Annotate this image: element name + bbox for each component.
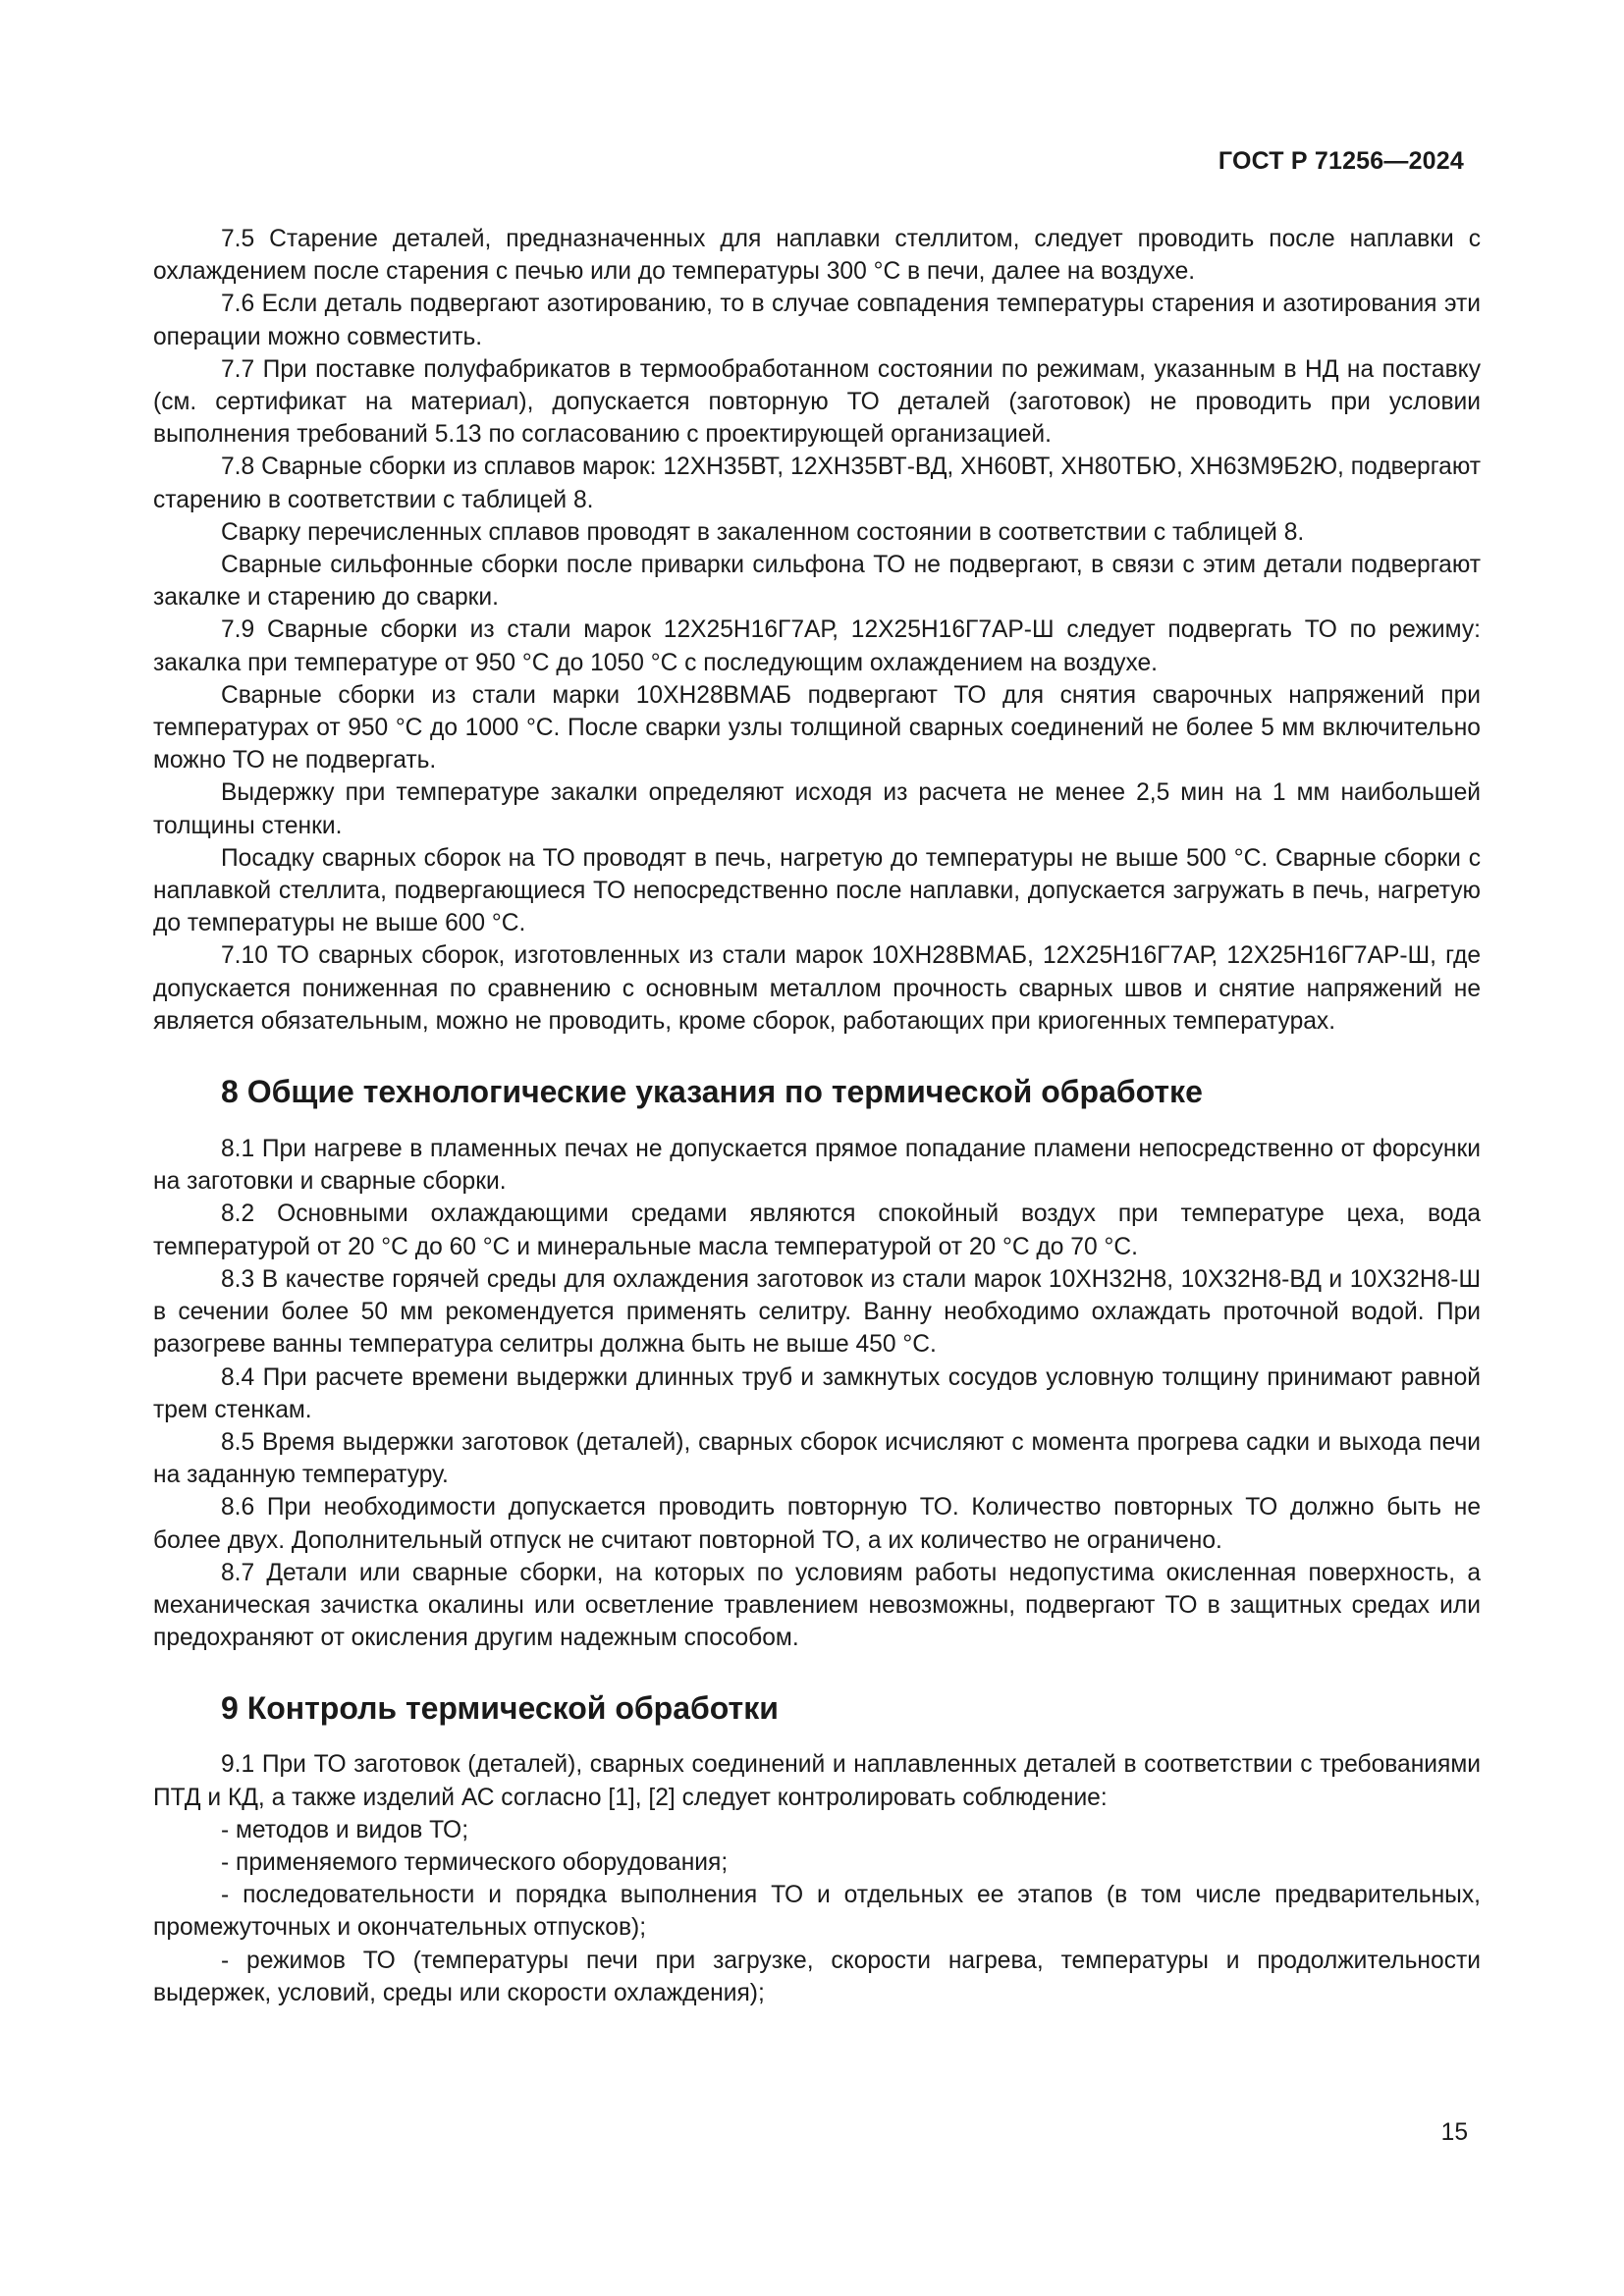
paragraph-8-6: 8.6 При необходимости допускается проводить повторную ТО. Количество повторных ТО должно быть не более двух. Дополнительный отпуск не считают повторной ТО, а их количество не ограничено. xyxy=(153,1494,1481,1554)
paragraph-7-10: 7.10 ТО сварных сборок, изготовленных из стали марок 10ХН28ВМАБ, 12Х25Н16Г7АР, 12Х25Н16Г7АР-Ш, где допускается пониженная по сравнению с основным металлом прочность сварных швов и снятие напряжений не является обязательным, можно не проводить, кроме сборок, работающих при криогенных температурах. xyxy=(153,942,1481,1035)
paragraph-8-3: 8.3 В качестве горячей среды для охлаждения заготовок из стали марок 10ХН32Н8, 10Х32Н8-ВД и 10Х32Н8-Ш в сечении более 50 мм рекомендуется применять селитру. Ванну необходимо охлаждать проточной водой. При разогреве ванны температура селитры должна быть не выше 450 °С. xyxy=(153,1265,1481,1359)
paragraph-7-5: 7.5 Старение деталей, предназначенных для наплавки стеллитом, следует проводить после наплавки с охлаждением после старения с печью или до температуры 300 °С в печи, далее на воздухе. xyxy=(153,226,1481,286)
section-9-heading: 9 Контроль термической обработки xyxy=(221,1690,779,1727)
paragraph-7-6: 7.6 Если деталь подвергают азотированию, то в случае совпадения температуры старения и азотирования эти операции можно совместить. xyxy=(153,291,1481,350)
list-item-modes: - режимов ТО (температуры печи при загрузке, скорости нагрева, температуры и продолжительности выдержек, условий, среды или скорости охлаждения); xyxy=(153,1947,1481,2006)
paragraph-7-8-welding: Сварку перечисленных сплавов проводят в закаленном состоянии в соответствии с таблицей 8. xyxy=(221,518,1305,546)
paragraph-8-5: 8.5 Время выдержки заготовок (деталей), сварных сборок исчисляют с момента прогрева садки и выхода печи на заданную температуру. xyxy=(153,1428,1481,1489)
paragraph-8-1: 8.1 При нагреве в пламенных печах не допускается прямое попадание пламени непосредственно от форсунки на заготовки и сварные сборки. xyxy=(153,1136,1481,1196)
page-content xyxy=(153,223,1481,2009)
paragraph-8-7: 8.7 Детали или сварные сборки, на которых по условиям работы недопустима окисленная поверхность, а механическая зачистка окалины или осветление травлением невозможны, подвергают ТО в защитных средах или предохраняют от окисления другим надежным способом. xyxy=(153,1559,1481,1652)
paragraph-8-2: 8.2 Основными охлаждающими средами являются спокойный воздух при температуре цеха, вода температурой от 20 °С до 60 °С и минеральные масла температурой от 20 °С до 70 °С. xyxy=(153,1201,1481,1260)
paragraph-9-1: 9.1 При ТО заготовок (деталей), сварных соединений и наплавленных деталей в соответствии с требованиями ПТД и КД, а также изделий АС согласно [1], [2] следует контролировать соблюдение: xyxy=(153,1751,1481,1811)
list-item-methods: - методов и видов ТО; xyxy=(221,1816,469,1843)
paragraph-7-9-holding: Выдержку при температуре закалки определяют исходя из расчета не менее 2,5 мин на 1 мм наибольшей толщины стенки. xyxy=(153,779,1481,839)
paragraph-8-4: 8.4 При расчете времени выдержки длинных труб и замкнутых сосудов условную толщину принимают равной трем стенкам. xyxy=(153,1363,1481,1423)
paragraph-7-8: 7.8 Сварные сборки из сплавов марок: 12ХН35ВТ, 12ХН35ВТ-ВД, ХН60ВТ, ХН80ТБЮ, ХН63М9Б2Ю, подвергают старению в соответствии с таблицей 8. xyxy=(153,454,1481,513)
paragraph-7-7: 7.7 При поставке полуфабрикатов в термообработанном состоянии по режимам, указанным в НД на поставку (см. сертификат на материал), допускается повторную ТО деталей (заготовок) не проводить при условии выполнения требований 5.13 по согласованию с проектирующей организацией. xyxy=(153,355,1481,449)
paragraph-7-9-stress-relief: Сварные сборки из стали марки 10ХН28ВМАБ подвергают ТО для снятия сварочных напряжений при температурах от 950 °С до 1000 °С. После сварки узлы толщиной сварных соединений не более 5 мм включительно можно ТО не подвергать. xyxy=(153,681,1481,774)
document-header: ГОСТ Р 71256—2024 xyxy=(1218,147,1464,175)
section-8-heading: 8 Общие технологические указания по термической обработке xyxy=(221,1074,1203,1110)
paragraph-7-8-bellows: Сварные сильфонные сборки после приварки сильфона ТО не подвергают, в связи с этим детали подвергают закалке и старению до сварки. xyxy=(153,552,1481,612)
paragraph-7-9: 7.9 Сварные сборки из стали марок 12Х25Н16Г7АР, 12Х25Н16Г7АР-Ш следует подвергать ТО по режиму: закалка при температуре от 950 °С до 1050 °С с последующим охлаждением на воздухе. xyxy=(153,616,1481,676)
page-number: 15 xyxy=(1440,2119,1468,2146)
paragraph-7-9-loading: Посадку сварных сборок на ТО проводят в печь, нагретую до температуры не выше 500 °С. Сварные сборки с наплавкой стеллита, подвергающиеся ТО непосредственно после наплавки, допускается загружать в печь, нагретую до температуры не выше 600 °С. xyxy=(153,844,1481,937)
list-item-sequence: - последовательности и порядка выполнения ТО и отдельных ее этапов (в том числе предварительных, промежуточных и окончательных отпусков); xyxy=(153,1882,1481,1942)
list-item-equipment: - применяемого термического оборудования; xyxy=(221,1848,729,1876)
